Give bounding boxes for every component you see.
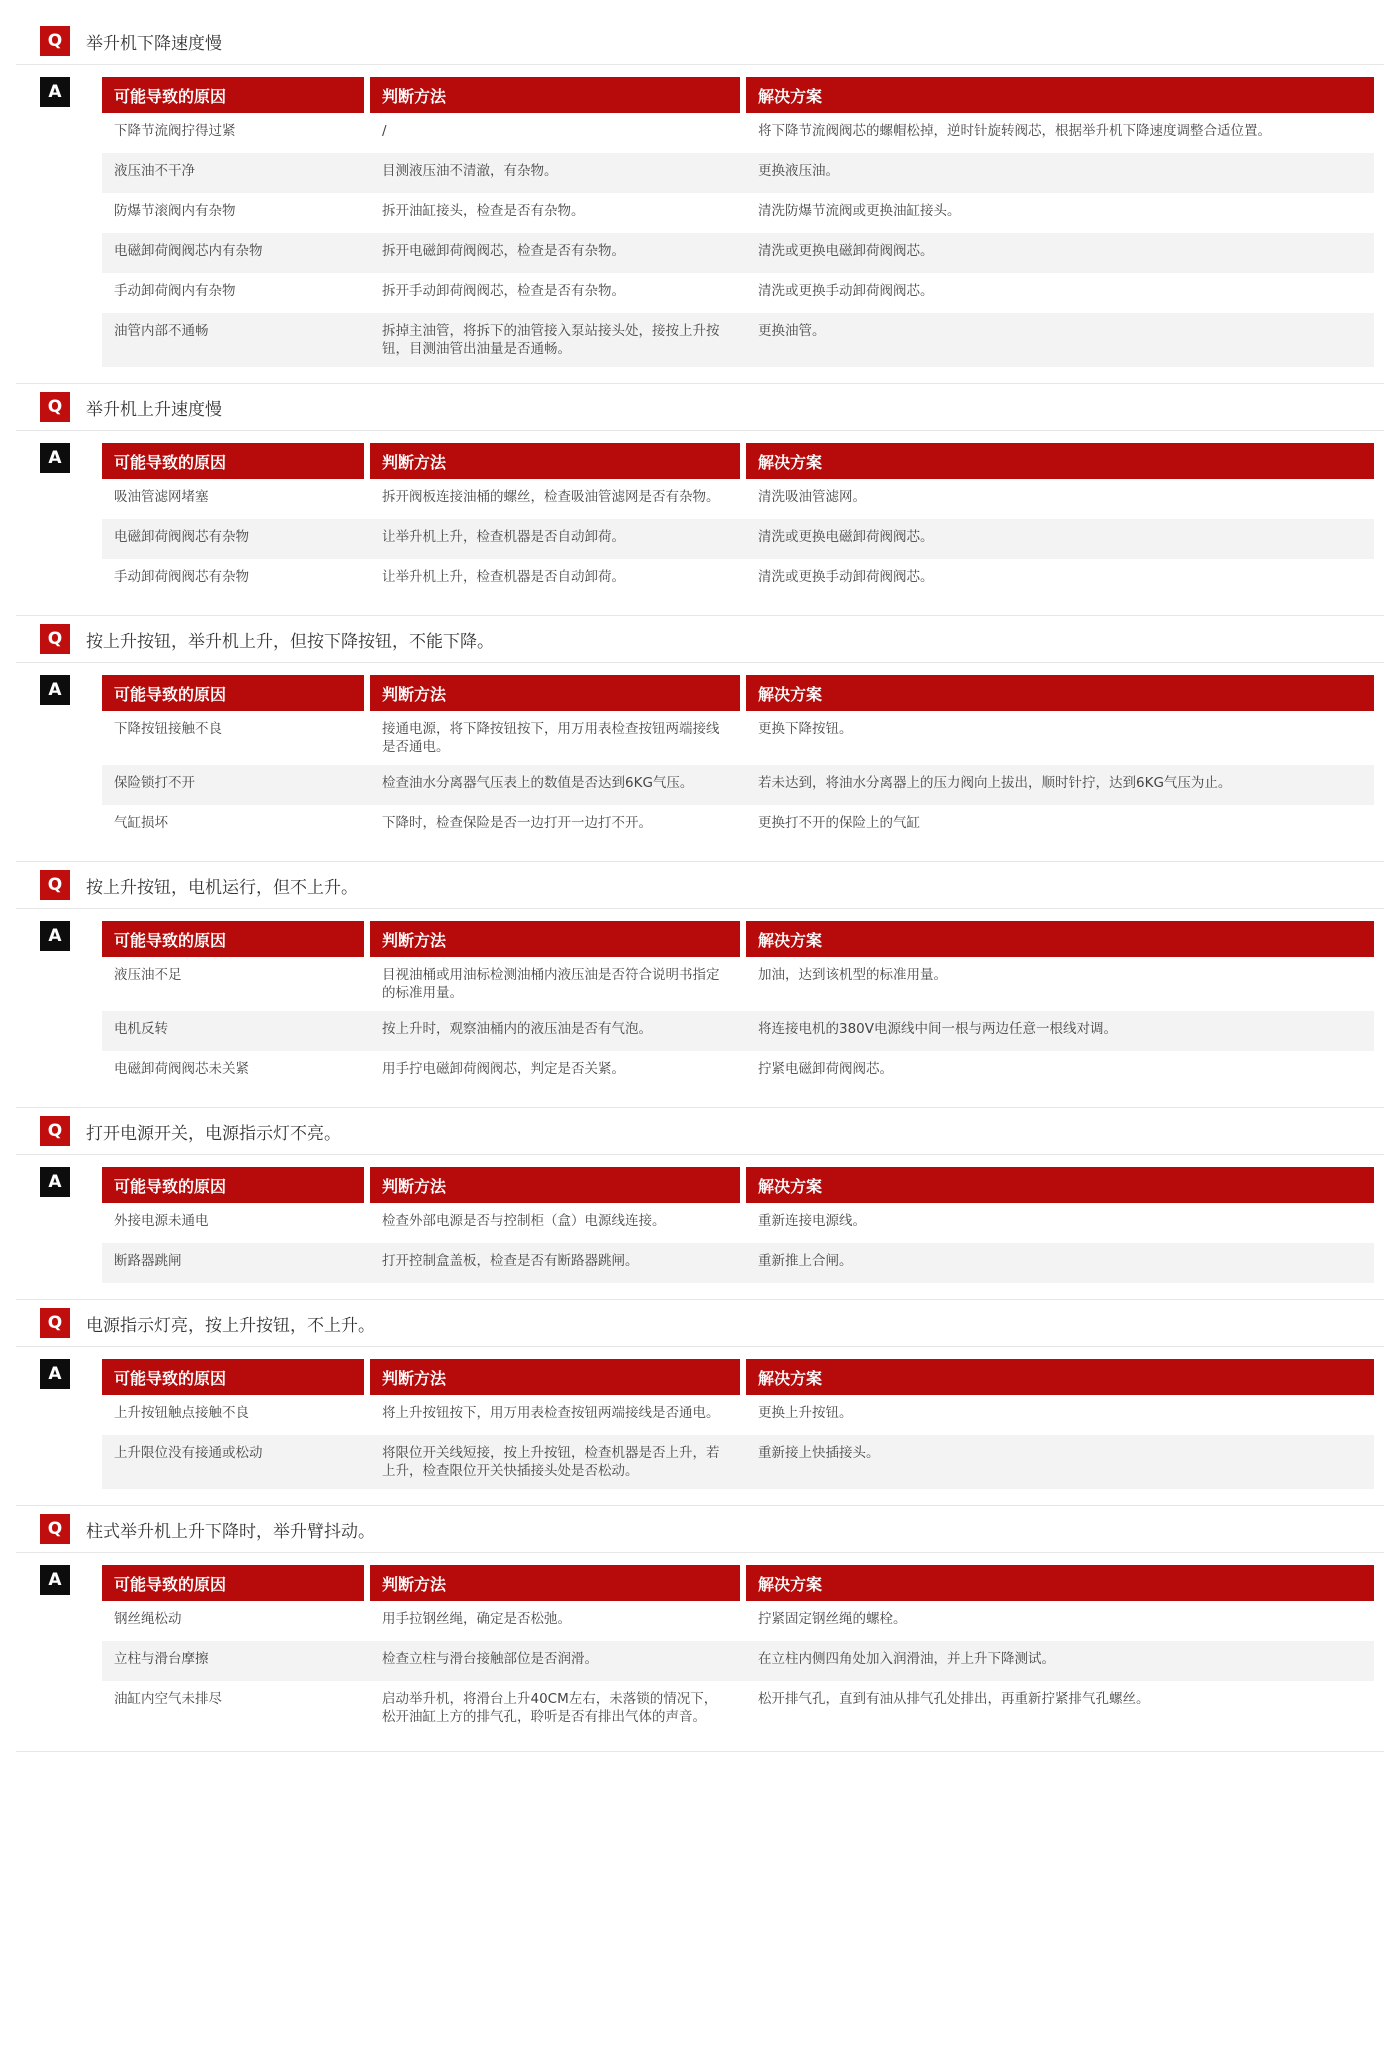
table-row bbox=[102, 233, 1374, 273]
table-header bbox=[102, 1359, 1374, 1395]
cell-solution: 将下降节流阀阀芯的螺帽松掉，逆时针旋转阀芯，根据举升机下降速度调整合适位置。 bbox=[758, 123, 1271, 139]
header-cause: 可能导致的原因 bbox=[102, 1565, 364, 1601]
table-row bbox=[102, 957, 1374, 1011]
answer-badge: A bbox=[40, 77, 70, 107]
header-cause: 可能导致的原因 bbox=[102, 77, 364, 113]
table-header bbox=[102, 443, 1374, 479]
cell-solution: 清洗或更换手动卸荷阀阀芯。 bbox=[758, 569, 934, 585]
question-row bbox=[16, 1108, 1384, 1155]
cell-method: 将上升按钮按下，用万用表检查按钮两端接线是否通电。 bbox=[382, 1405, 720, 1421]
cell-method: 拆掉主油管，将拆下的油管接入泵站接头处，接按上升按钮，目测油管出油量是否通畅。 bbox=[382, 323, 720, 357]
header-method: 判断方法 bbox=[370, 1359, 740, 1395]
cell-solution: 加油，达到该机型的标准用量。 bbox=[758, 967, 947, 983]
answer-block bbox=[16, 1347, 1384, 1505]
cell-method: 按上升时，观察油桶内的液压油是否有气泡。 bbox=[382, 1021, 652, 1037]
cell-cause: 电机反转 bbox=[114, 1021, 168, 1037]
cell-solution: 拧紧电磁卸荷阀阀芯。 bbox=[758, 1061, 893, 1077]
cell-cause: 立柱与滑台摩擦 bbox=[114, 1651, 209, 1667]
question-row bbox=[16, 18, 1384, 65]
faq-section bbox=[16, 616, 1384, 862]
header-solution: 解决方案 bbox=[746, 1359, 1374, 1395]
cell-cause: 油缸内空气未排尽 bbox=[114, 1691, 222, 1707]
header-method: 判断方法 bbox=[370, 77, 740, 113]
table-row bbox=[102, 113, 1374, 153]
cell-method: 检查外部电源是否与控制柜（盒）电源线连接。 bbox=[382, 1213, 666, 1229]
answer-block bbox=[16, 1553, 1384, 1751]
cell-solution: 拧紧固定钢丝绳的螺栓。 bbox=[758, 1611, 907, 1627]
question-badge: Q bbox=[40, 870, 70, 900]
cell-cause: 液压油不足 bbox=[114, 967, 182, 983]
table-row bbox=[102, 519, 1374, 559]
table-row bbox=[102, 1681, 1374, 1735]
cell-method: 目测液压油不清澈，有杂物。 bbox=[382, 163, 558, 179]
question-badge: Q bbox=[40, 26, 70, 56]
table-row bbox=[102, 1051, 1374, 1091]
table-header bbox=[102, 1167, 1374, 1203]
cell-cause: 外接电源未通电 bbox=[114, 1213, 209, 1229]
cell-solution: 重新接上快插接头。 bbox=[758, 1445, 880, 1461]
table-header bbox=[102, 675, 1374, 711]
cell-solution: 清洗或更换电磁卸荷阀阀芯。 bbox=[758, 243, 934, 259]
question-text: 按上升按钮，电机运行，但不上升。 bbox=[86, 877, 358, 898]
cell-cause: 电磁卸荷阀阀芯有杂物 bbox=[114, 529, 249, 545]
cell-solution: 若未达到，将油水分离器上的压力阀向上拔出，顺时针拧，达到6KG气压为止。 bbox=[758, 775, 1232, 791]
cell-method: 检查立柱与滑台接触部位是否润滑。 bbox=[382, 1651, 598, 1667]
cell-method: 用手拉钢丝绳，确定是否松弛。 bbox=[382, 1611, 571, 1627]
cell-cause: 吸油管滤网堵塞 bbox=[114, 489, 209, 505]
table-header bbox=[102, 1565, 1374, 1601]
answer-block bbox=[16, 909, 1384, 1107]
cell-cause: 手动卸荷阀阀芯有杂物 bbox=[114, 569, 249, 585]
table-row bbox=[102, 805, 1374, 845]
question-text: 举升机上升速度慢 bbox=[86, 399, 222, 420]
cell-method: 让举升机上升，检查机器是否自动卸荷。 bbox=[382, 569, 625, 585]
faq-section bbox=[16, 384, 1384, 616]
cell-cause: 电磁卸荷阀阀芯未关紧 bbox=[114, 1061, 249, 1077]
header-solution: 解决方案 bbox=[746, 921, 1374, 957]
troubleshoot-table bbox=[102, 1565, 1374, 1735]
faq-section bbox=[16, 1108, 1384, 1300]
question-row bbox=[16, 1506, 1384, 1553]
table-row bbox=[102, 765, 1374, 805]
cell-solution: 清洗或更换电磁卸荷阀阀芯。 bbox=[758, 529, 934, 545]
question-text: 打开电源开关，电源指示灯不亮。 bbox=[86, 1123, 341, 1144]
table-row bbox=[102, 1395, 1374, 1435]
question-badge: Q bbox=[40, 392, 70, 422]
faq-section bbox=[16, 18, 1384, 384]
header-cause: 可能导致的原因 bbox=[102, 675, 364, 711]
cell-method: 检查油水分离器气压表上的数值是否达到6KG气压。 bbox=[382, 775, 694, 791]
question-badge: Q bbox=[40, 1116, 70, 1146]
question-badge: Q bbox=[40, 1514, 70, 1544]
cell-method: 让举升机上升，检查机器是否自动卸荷。 bbox=[382, 529, 625, 545]
table-row bbox=[102, 1601, 1374, 1641]
header-method: 判断方法 bbox=[370, 1565, 740, 1601]
cell-solution: 更换油管。 bbox=[758, 323, 826, 339]
header-method: 判断方法 bbox=[370, 1167, 740, 1203]
cell-method: 拆开油缸接头，检查是否有杂物。 bbox=[382, 203, 585, 219]
answer-block bbox=[16, 65, 1384, 383]
troubleshoot-table bbox=[102, 1359, 1374, 1489]
header-method: 判断方法 bbox=[370, 675, 740, 711]
question-text: 柱式举升机上升下降时，举升臂抖动。 bbox=[86, 1521, 375, 1542]
table-row bbox=[102, 559, 1374, 599]
table-row bbox=[102, 1435, 1374, 1489]
cell-method: 拆开电磁卸荷阀阀芯，检查是否有杂物。 bbox=[382, 243, 625, 259]
cell-solution: 松开排气孔，直到有油从排气孔处排出，再重新拧紧排气孔螺丝。 bbox=[758, 1691, 1150, 1707]
faq-section bbox=[16, 1506, 1384, 1752]
question-text: 按上升按钮，举升机上升，但按下降按钮，不能下降。 bbox=[86, 631, 494, 652]
table-row bbox=[102, 1641, 1374, 1681]
question-row bbox=[16, 384, 1384, 431]
table-row bbox=[102, 1011, 1374, 1051]
troubleshoot-table bbox=[102, 1167, 1374, 1283]
table-header bbox=[102, 77, 1374, 113]
cell-cause: 气缸损坏 bbox=[114, 815, 168, 831]
troubleshoot-table bbox=[102, 675, 1374, 845]
question-text: 电源指示灯亮，按上升按钮，不上升。 bbox=[86, 1315, 375, 1336]
header-cause: 可能导致的原因 bbox=[102, 443, 364, 479]
cell-solution: 将连接电机的380V电源线中间一根与两边任意一根线对调。 bbox=[758, 1021, 1118, 1037]
cell-cause: 手动卸荷阀内有杂物 bbox=[114, 283, 236, 299]
answer-block bbox=[16, 1155, 1384, 1299]
cell-cause: 油管内部不通畅 bbox=[114, 323, 209, 339]
answer-badge: A bbox=[40, 921, 70, 951]
table-row bbox=[102, 1243, 1374, 1283]
table-row bbox=[102, 273, 1374, 313]
question-text: 举升机下降速度慢 bbox=[86, 33, 222, 54]
answer-badge: A bbox=[40, 1359, 70, 1389]
cell-cause: 保险锁打不开 bbox=[114, 775, 195, 791]
troubleshoot-table bbox=[102, 443, 1374, 599]
header-solution: 解决方案 bbox=[746, 443, 1374, 479]
table-row bbox=[102, 313, 1374, 367]
table-header bbox=[102, 921, 1374, 957]
troubleshoot-table bbox=[102, 921, 1374, 1091]
question-row bbox=[16, 862, 1384, 909]
troubleshoot-table bbox=[102, 77, 1374, 367]
cell-cause: 钢丝绳松动 bbox=[114, 1611, 182, 1627]
cell-solution: 更换打不开的保险上的气缸 bbox=[758, 815, 920, 831]
cell-cause: 断路器跳闸 bbox=[114, 1253, 182, 1269]
cell-method: 启动举升机，将滑台上升40CM左右，未落锁的情况下，松开油缸上方的排气孔，聆听是否有排出气体的声音。 bbox=[382, 1691, 718, 1725]
cell-method: 将限位开关线短接，按上升按钮，检查机器是否上升，若上升，检查限位开关快插接头处是否松动。 bbox=[382, 1445, 720, 1479]
question-row bbox=[16, 616, 1384, 663]
cell-method: 接通电源，将下降按钮按下，用万用表检查按钮两端接线是否通电。 bbox=[382, 721, 720, 755]
cell-method: 用手拧电磁卸荷阀阀芯，判定是否关紧。 bbox=[382, 1061, 625, 1077]
header-solution: 解决方案 bbox=[746, 1565, 1374, 1601]
table-row bbox=[102, 711, 1374, 765]
cell-solution: 更换上升按钮。 bbox=[758, 1405, 853, 1421]
cell-cause: 电磁卸荷阀阀芯内有杂物 bbox=[114, 243, 263, 259]
table-row bbox=[102, 479, 1374, 519]
question-row bbox=[16, 1300, 1384, 1347]
faq-section bbox=[16, 1300, 1384, 1506]
cell-cause: 上升限位没有接通或松动 bbox=[114, 1445, 263, 1461]
cell-solution: 清洗吸油管滤网。 bbox=[758, 489, 866, 505]
cell-solution: 在立柱内侧四角处加入润滑油，并上升下降测试。 bbox=[758, 1651, 1055, 1667]
cell-method: 目视油桶或用油标检测油桶内液压油是否符合说明书指定的标准用量。 bbox=[382, 967, 720, 1001]
answer-badge: A bbox=[40, 443, 70, 473]
cell-solution: 清洗防爆节流阀或更换油缸接头。 bbox=[758, 203, 961, 219]
header-solution: 解决方案 bbox=[746, 1167, 1374, 1203]
cell-solution: 更换下降按钮。 bbox=[758, 721, 853, 737]
cell-cause: 下降节流阀拧得过紧 bbox=[114, 123, 236, 139]
question-badge: Q bbox=[40, 624, 70, 654]
header-method: 判断方法 bbox=[370, 921, 740, 957]
cell-cause: 液压油不干净 bbox=[114, 163, 195, 179]
header-cause: 可能导致的原因 bbox=[102, 921, 364, 957]
cell-cause: 防爆节滚阀内有杂物 bbox=[114, 203, 236, 219]
answer-block bbox=[16, 663, 1384, 861]
table-row bbox=[102, 1203, 1374, 1243]
faq-section bbox=[16, 862, 1384, 1108]
table-row bbox=[102, 193, 1374, 233]
cell-solution: 重新推上合闸。 bbox=[758, 1253, 853, 1269]
cell-method: 拆开手动卸荷阀阀芯，检查是否有杂物。 bbox=[382, 283, 625, 299]
cell-solution: 更换液压油。 bbox=[758, 163, 839, 179]
answer-badge: A bbox=[40, 1167, 70, 1197]
cell-method: 拆开阀板连接油桶的螺丝，检查吸油管滤网是否有杂物。 bbox=[382, 489, 720, 505]
header-solution: 解决方案 bbox=[746, 675, 1374, 711]
question-badge: Q bbox=[40, 1308, 70, 1338]
answer-badge: A bbox=[40, 1565, 70, 1595]
cell-cause: 上升按钮触点接触不良 bbox=[114, 1405, 249, 1421]
header-method: 判断方法 bbox=[370, 443, 740, 479]
cell-method: / bbox=[382, 123, 387, 139]
answer-badge: A bbox=[40, 675, 70, 705]
answer-block bbox=[16, 431, 1384, 615]
cell-solution: 清洗或更换手动卸荷阀阀芯。 bbox=[758, 283, 934, 299]
cell-solution: 重新连接电源线。 bbox=[758, 1213, 866, 1229]
cell-method: 打开控制盒盖板，检查是否有断路器跳闸。 bbox=[382, 1253, 639, 1269]
header-cause: 可能导致的原因 bbox=[102, 1167, 364, 1203]
table-row bbox=[102, 153, 1374, 193]
cell-cause: 下降按钮接触不良 bbox=[114, 721, 222, 737]
header-cause: 可能导致的原因 bbox=[102, 1359, 364, 1395]
header-solution: 解决方案 bbox=[746, 77, 1374, 113]
cell-method: 下降时，检查保险是否一边打开一边打不开。 bbox=[382, 815, 652, 831]
